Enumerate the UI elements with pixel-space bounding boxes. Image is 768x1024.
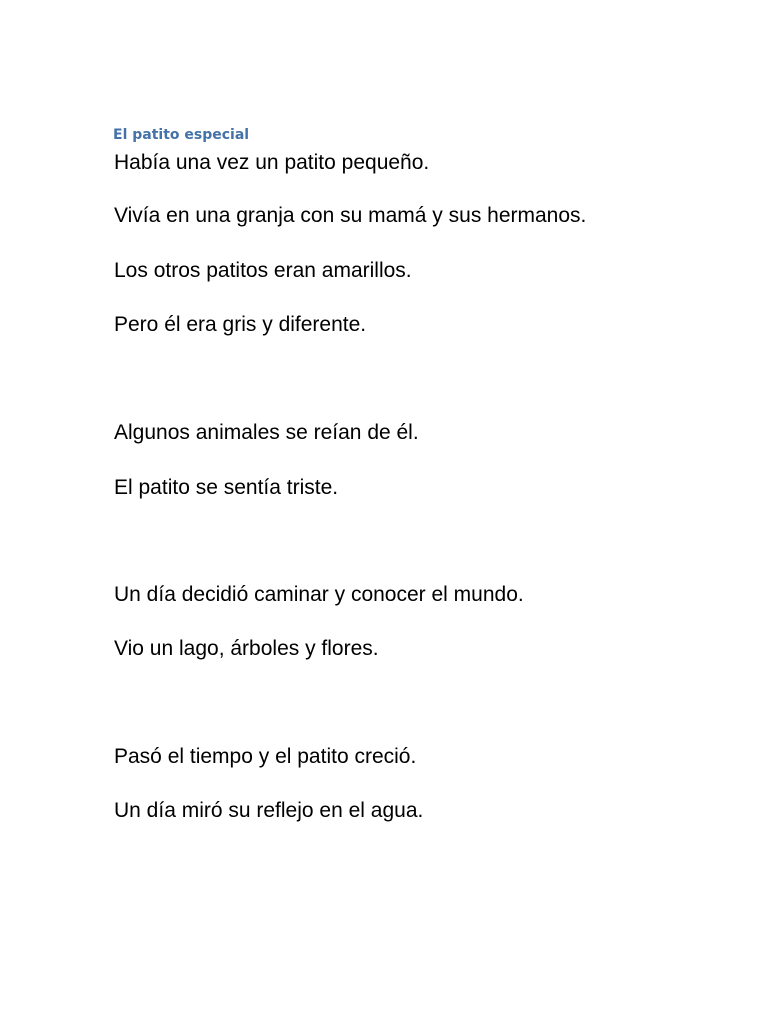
document-title: El patito especial — [113, 127, 250, 143]
paragraph-line-6: El patito se sentía triste. — [114, 476, 339, 499]
paragraph-line-8: Vio un lago, árboles y flores. — [114, 637, 379, 660]
paragraph-line-7: Un día decidió caminar y conocer el mundo. — [114, 583, 524, 606]
paragraph-line-5: Algunos animales se reían de él. — [114, 421, 419, 444]
paragraph-line-9: Pasó el tiempo y el patito creció. — [114, 745, 417, 768]
paragraph-line-2: Vivía en una granja con su mamá y sus hermanos. — [114, 204, 587, 227]
paragraph-line-3: Los otros patitos eran amarillos. — [114, 259, 412, 282]
paragraph-line-10: Un día miró su reflejo en el agua. — [114, 799, 424, 822]
paragraph-line-4: Pero él era gris y diferente. — [114, 313, 367, 336]
paragraph-line-1: Había una vez un patito pequeño. — [114, 151, 430, 174]
